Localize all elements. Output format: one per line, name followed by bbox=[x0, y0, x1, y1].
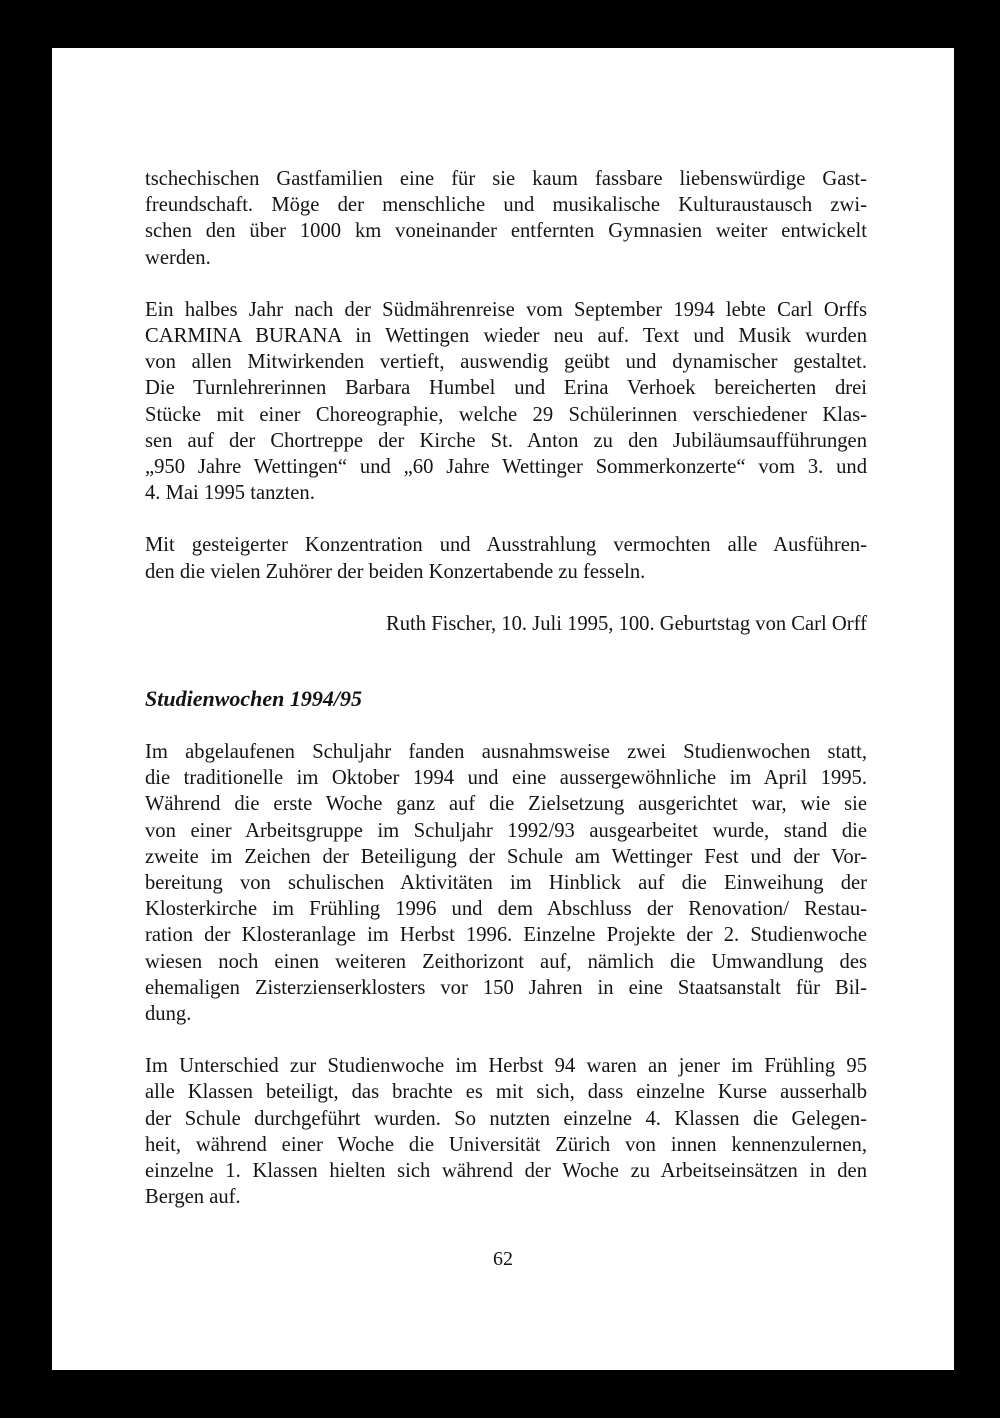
text-line: 4. Mai 1995 tanzten. bbox=[145, 482, 315, 505]
text-line: heit, während einer Woche die Universität Zürich von innen kennenzulernen, bbox=[145, 1133, 867, 1156]
text-line: bereitung von schulischen Aktivitäten im Hinblick auf die Einweihung der bbox=[145, 872, 867, 895]
paragraph-gastfreundschaft bbox=[145, 166, 867, 271]
text-line: von allen Mitwirkenden vertieft, auswendig geübt und dynamischer gestaltet. bbox=[145, 351, 867, 374]
paragraph-unterschied bbox=[145, 1053, 867, 1210]
document-page bbox=[52, 48, 954, 1370]
page-body bbox=[145, 166, 867, 1237]
text-line: Die Turnlehrerinnen Barbara Humbel und Erina Verhoek bereicherten drei bbox=[145, 377, 867, 400]
text-line: freundschaft. Möge der menschliche und musikalische Kulturaustausch zwi- bbox=[145, 194, 867, 217]
text-line: Im abgelaufenen Schuljahr fanden ausnahmsweise zwei Studienwochen statt, bbox=[145, 741, 867, 764]
text-line: alle Klassen beteiligt, das brachte es mit sich, dass einzelne Kurse ausserhalb bbox=[145, 1081, 867, 1104]
text-line: schen den über 1000 km voneinander entfernten Gymnasien weiter entwickelt bbox=[145, 220, 867, 243]
author-signature: Ruth Fischer, 10. Juli 1995, 100. Geburtstag von Carl Orff bbox=[386, 612, 867, 635]
text-line: die traditionelle im Oktober 1994 und eine aussergewöhnliche im April 1995. bbox=[145, 767, 867, 790]
paragraph-studienwochen bbox=[145, 739, 867, 1027]
text-line: Mit gesteigerter Konzentration und Ausstrahlung vermochten alle Ausführen- bbox=[145, 534, 867, 557]
text-line: Ein halbes Jahr nach der Südmährenreise vom September 1994 lebte Carl Orffs bbox=[145, 298, 867, 321]
text-line: Im Unterschied zur Studienwoche im Herbst 94 waren an jener im Frühling 95 bbox=[145, 1055, 867, 1078]
text-line: dung. bbox=[145, 1003, 192, 1026]
text-line: zweite im Zeichen der Beteiligung der Schule am Wettinger Fest und der Vor- bbox=[145, 845, 867, 868]
text-line: einzelne 1. Klassen hielten sich während der Woche zu Arbeitseinsätzen in den bbox=[145, 1160, 867, 1183]
text-line: ration der Klosteranlage im Herbst 1996. Einzelne Projekte der 2. Studienwoche bbox=[145, 924, 867, 947]
text-line: ehemaligen Zisterzienserklosters vor 150 Jahren in eine Staatsanstalt für Bil- bbox=[145, 976, 867, 999]
text-line: wiesen noch einen weiteren Zeithorizont auf, nämlich die Umwandlung des bbox=[145, 950, 867, 973]
text-line: Klosterkirche im Frühling 1996 und dem Abschluss der Renovation/ Restau- bbox=[145, 898, 867, 921]
section-heading: Studienwochen 1994/95 bbox=[145, 686, 362, 712]
text-line: Bergen auf. bbox=[145, 1186, 241, 1209]
text-line: tschechischen Gastfamilien eine für sie kaum fassbare liebenswürdige Gast- bbox=[145, 168, 867, 190]
text-line: CARMINA BURANA in Wettingen wieder neu auf. Text und Musik wurden bbox=[145, 325, 867, 348]
text-line: den die vielen Zuhörer der beiden Konzertabende zu fesseln. bbox=[145, 560, 646, 583]
text-line: der Schule durchgeführt wurden. So nutzten einzelne 4. Klassen die Gelegen- bbox=[145, 1107, 867, 1130]
paragraph-carmina-burana bbox=[145, 297, 867, 507]
page-number: 62 bbox=[493, 1248, 513, 1270]
text-line: werden. bbox=[145, 246, 211, 269]
text-line: von einer Arbeitsgruppe im Schuljahr 1992/93 ausgearbeitet wurde, stand die bbox=[145, 819, 867, 842]
paragraph-konzentration bbox=[145, 532, 867, 584]
text-line: „950 Jahre Wettingen“ und „60 Jahre Wettinger Sommerkonzerte“ vom 3. und bbox=[145, 456, 867, 479]
text-line: Während die erste Woche ganz auf die Zielsetzung ausgerichtet war, wie sie bbox=[145, 793, 867, 816]
text-line: sen auf der Chortreppe der Kirche St. Anton zu den Jubiläumsaufführungen bbox=[145, 429, 867, 452]
text-line: Stücke mit einer Choreographie, welche 29 Schülerinnen verschiedener Klas- bbox=[145, 403, 867, 426]
